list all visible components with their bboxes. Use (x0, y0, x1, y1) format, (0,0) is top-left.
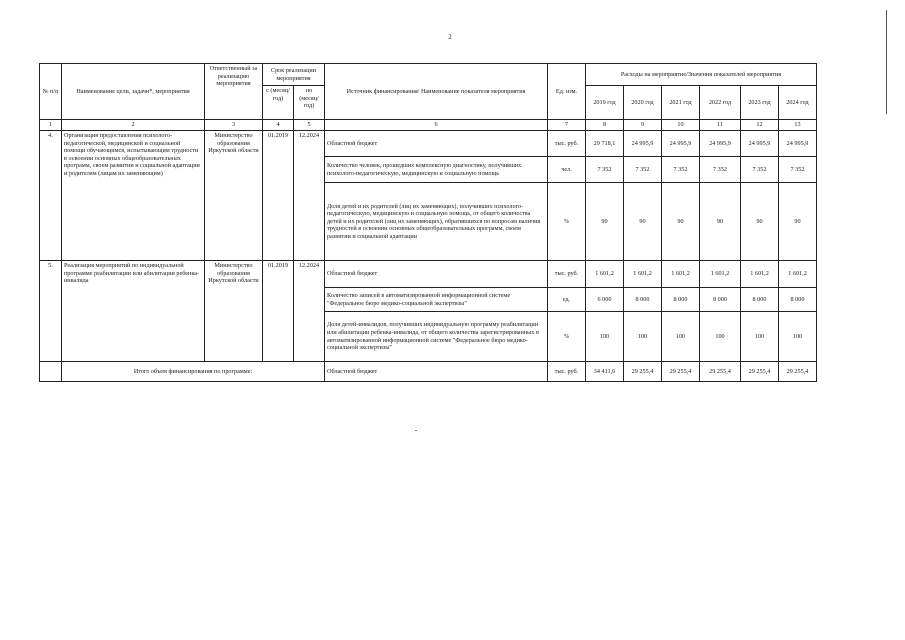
column-number: 2 (62, 120, 205, 131)
header-term: Срок реализации мероприятия (263, 64, 325, 86)
total-source: Областной бюджет (325, 362, 548, 382)
row-value: 100 (624, 312, 662, 362)
column-number: 1 (40, 120, 62, 131)
row-value: 90 (700, 183, 741, 261)
column-number-row (40, 120, 817, 131)
row-value: 8 000 (662, 288, 700, 312)
row-responsible: Министерство образования Иркутской области (205, 131, 263, 261)
row-from: 01.2019 (263, 131, 294, 261)
row-unit: % (548, 312, 586, 362)
row-value: 100 (700, 312, 741, 362)
program-table (39, 63, 817, 382)
row-value: 90 (586, 183, 624, 261)
total-value: 29 255,4 (700, 362, 741, 382)
row-value: 29 718,1 (586, 131, 624, 157)
total-value: 29 255,4 (624, 362, 662, 382)
row-responsible: Министерство образования Иркутской области (205, 261, 263, 362)
header-year: 2022 год (700, 86, 741, 120)
column-number: 5 (294, 120, 325, 131)
total-row (40, 362, 817, 382)
page-number: 2 (448, 33, 452, 41)
total-value: 34 411,6 (586, 362, 624, 382)
row-value: 90 (662, 183, 700, 261)
header-year: 2023 год (741, 86, 779, 120)
total-value: 29 255,4 (662, 362, 700, 382)
row-value: 1 601,2 (624, 261, 662, 288)
column-number: 6 (325, 120, 548, 131)
row-value: 7 352 (700, 157, 741, 183)
row-value: 1 601,2 (662, 261, 700, 288)
column-number: 13 (779, 120, 817, 131)
row-value: 24 995,9 (741, 131, 779, 157)
header-source: Источник финансирования/ Наименование показателя мероприятия (325, 64, 548, 120)
row-num: 5. (40, 261, 62, 362)
total-label: Итого объем финансирования по программе: (62, 362, 325, 382)
column-number: 7 (548, 120, 586, 131)
row-value: 90 (741, 183, 779, 261)
row-from: 01.2019 (263, 261, 294, 362)
row-to: 12.2024 (294, 261, 325, 362)
header-year: 2019 год (586, 86, 624, 120)
column-number: 3 (205, 120, 263, 131)
row-value: 100 (586, 312, 624, 362)
row-value: 1 601,2 (741, 261, 779, 288)
header-name: Наименование цели, задачи*, мероприятия (62, 64, 205, 120)
row-value: 6 000 (586, 288, 624, 312)
row-value: 8 000 (624, 288, 662, 312)
row-value: 90 (779, 183, 817, 261)
row-value: 7 352 (741, 157, 779, 183)
header-term-to: по (месяц/год) (294, 86, 325, 120)
header-year: 2024 год (779, 86, 817, 120)
row-value: 7 352 (624, 157, 662, 183)
table-row (40, 131, 817, 157)
header-unit: Ед. изм. (548, 64, 586, 120)
row-value: 7 352 (586, 157, 624, 183)
row-value: 90 (624, 183, 662, 261)
scan-dot (415, 430, 417, 431)
row-name: Организация предоставления психолого-педагогической, медицинской и социальной помощи обучающимся, испытывающим трудности в освоении основных общеобразовательных программ, своем развитии и социальной адаптации и родителям (лицам их заменяющим) (62, 131, 205, 261)
header-term-from: с (месяц/год) (263, 86, 294, 120)
row-value: 100 (662, 312, 700, 362)
column-number: 4 (263, 120, 294, 131)
row-to: 12.2024 (294, 131, 325, 261)
row-unit: % (548, 183, 586, 261)
row-value: 1 601,2 (779, 261, 817, 288)
row-value: 100 (779, 312, 817, 362)
row-value: 1 601,2 (586, 261, 624, 288)
row-name: Реализация мероприятий по индивидуальной программе реабилитации или абилитации ребенка-инвалида (62, 261, 205, 362)
row-value: 24 995,9 (779, 131, 817, 157)
column-number: 9 (624, 120, 662, 131)
row-value: 24 995,9 (662, 131, 700, 157)
column-number: 8 (586, 120, 624, 131)
row-source: Областной бюджет (325, 261, 548, 288)
total-value: 29 255,4 (741, 362, 779, 382)
column-number: 10 (662, 120, 700, 131)
header-row-1 (40, 64, 817, 86)
row-value: 24 995,9 (700, 131, 741, 157)
row-value: 100 (741, 312, 779, 362)
row-unit: тыс. руб. (548, 131, 586, 157)
row-value: 1 601,2 (700, 261, 741, 288)
table-row (40, 261, 817, 288)
row-num: 4. (40, 131, 62, 261)
row-value: 7 352 (662, 157, 700, 183)
row-unit: чел. (548, 157, 586, 183)
scan-edge-mark (886, 10, 887, 114)
column-number: 11 (700, 120, 741, 131)
row-source: Доля детей и их родителей (лиц их заменяющих), получивших психолого-педагогическую, медицинскую и социальную помощь, от общего количества детей и их родителей (лиц их заменяющих), обратившихся по вопросам наличия трудностей в освоении основных общеобразовательных программ, своем развитии и социальной адаптации (325, 183, 548, 261)
header-expenses: Расходы на мероприятие/Значения показателей мероприятия (586, 64, 817, 86)
header-year: 2021 год (662, 86, 700, 120)
row-unit: ед. (548, 288, 586, 312)
total-value: 29 255,4 (779, 362, 817, 382)
row-value: 7 352 (779, 157, 817, 183)
row-source: Количество записей в автоматизированной информационной системе "Федеральное бюро медико-социальной экспертизы" (325, 288, 548, 312)
row-source: Областной бюджет (325, 131, 548, 157)
header-num: № п/п (40, 64, 62, 120)
row-value: 8 000 (741, 288, 779, 312)
column-number: 12 (741, 120, 779, 131)
total-unit: тыс. руб. (548, 362, 586, 382)
total-blank (40, 362, 62, 382)
row-unit: тыс. руб. (548, 261, 586, 288)
header-year: 2020 год (624, 86, 662, 120)
header-responsible: Ответственный за реализацию мероприятия (205, 64, 263, 120)
row-value: 8 000 (779, 288, 817, 312)
row-value: 24 995,9 (624, 131, 662, 157)
row-source: Количество человек, прошедших комплексную диагностику, получивших психолого-педагогическую, медицинскую и социальную помощь (325, 157, 548, 183)
row-source: Доля детей-инвалидов, получивших индивидуальную программу реабилитации или абилитации ребенка-инвалида, от общего количества зарегистрированных в автоматизированной информационной системе "Федеральное бюро медико-социальной экспертизы" (325, 312, 548, 362)
row-value: 8 000 (700, 288, 741, 312)
